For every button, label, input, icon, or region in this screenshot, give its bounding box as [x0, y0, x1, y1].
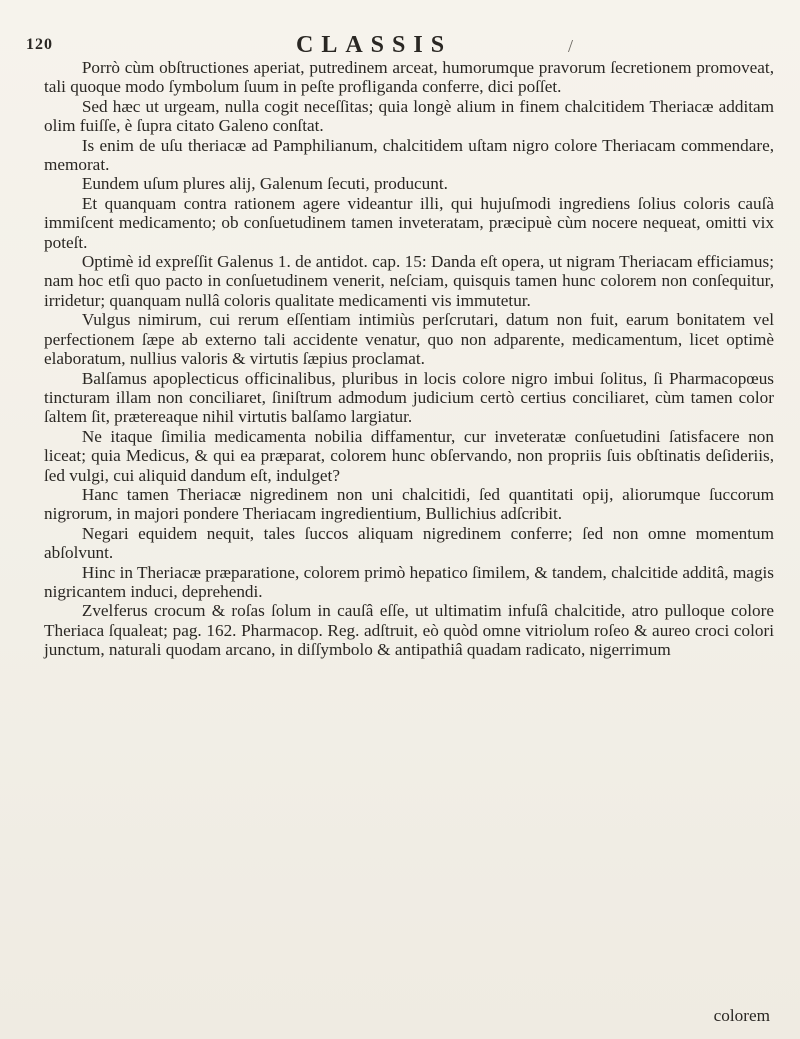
paragraph: Hinc in Theriacæ præparatione, colorem primò hepatico ſimilem, & tandem, chalcitide additâ, magis nigricantem induci, deprehendi. [44, 562, 774, 601]
paragraph: Vulgus nimirum, cui rerum eſſentiam intimiùs perſcrutari, datum non fuit, earum bonitatem vel perfectionem ſæpe ab externo tali accidente venatur, quo non adparente, medicamentum, licet optimè elaboratum, nullius valoris & virtutis ſæpius proclamat. [44, 310, 774, 369]
paragraph: Porrò cùm obſtructiones aperiat, putredinem arceat, humorumque pravorum ſecretionem promoveat, tali quoque modo ſymbolum ſuum in peſte profliganda conferre, dici poſſet. [44, 58, 774, 97]
page-number: 120 [26, 36, 53, 53]
running-head: CLASSIS [296, 32, 453, 58]
paragraph: Optimè id expreſſit Galenus 1. de antidot. cap. 15: Danda eſt opera, ut nigram Theriacam efficiamus; nam hoc etſi quo pacto in conſuetudinem venerit, neſciam, quisquis tamen hunc colorem non conſequitur, irridetur; quanquam nullâ coloris qualitate medicamenti vis immutetur. [44, 252, 774, 310]
paragraph: Ne itaque ſimilia medicamenta nobilia diffamentur, cur inveteratæ conſuetudini ſatisfacere non liceat; quia Medicus, & qui ea præparat, colorem hunc obſervando, non propriis ſuis obſtinatis deſideriis, ſed vulgi, cui aliquid dandum eſt, indulget? [44, 426, 774, 485]
catchword: colorem [713, 1006, 770, 1025]
paragraph: Is enim de uſu theriacæ ad Pamphilianum, chalcitidem uſtam nigro colore Theriacam commendare, memorat. [44, 135, 774, 175]
paragraph: Eundem uſum plures alij, Galenum ſecuti, producunt. [81, 174, 448, 194]
corner-mark: / [568, 36, 574, 56]
paragraph: Zvelferus crocum & roſas ſolum in cauſâ eſſe, ut ultimatim infuſâ chalcitide, atro pulloque colore Theriaca ſqualeat; pag. 162. Pharmacop. Reg. adſtruit, eò quòd omne vitriolum roſeo & aureo croci colori junctum, naturali quodam arcano, in diſſymbolo & antipathiâ quadam radicato, nigerrimum [44, 601, 774, 660]
paragraph: Balſamus apoplecticus officinalibus, pluribus in locis colore nigro imbui ſolitus, ſi Pharmacopœus tincturam illam non conciliaret, ſiniſtrum admodum judicium certò certius conciliaret, cùm tamen color ſaltem ſit, prætereaque nihil virtutis balſamo largiatur. [44, 368, 774, 427]
paragraph: Et quanquam contra rationem agere videantur illi, qui hujuſmodi ingrediens ſolius coloris cauſà immiſcent medicamento; ob conſuetudinem tamen inveteratam, præcipuè cùm nocere nequeat, omitti vix poteſt. [44, 193, 774, 252]
page-body [44, 58, 774, 660]
paragraph: Sed hæc ut urgeam, nulla cogit neceſſitas; quia longè alium in finem chalcitidem Theriacæ additam olim fuiſſe, è ſupra citato Galeno conſtat. [44, 96, 774, 136]
paragraph: Negari equidem nequit, tales ſuccos aliquam nigredinem conferre; ſed non omne momentum abſolvunt. [44, 523, 774, 563]
paragraph: Hanc tamen Theriacæ nigredinem non uni chalcitidi, ſed quantitati opij, aliorumque ſuccorum nigrorum, in majori pondere Theriacam ingredientium, Bullichius adſcribit. [44, 484, 774, 524]
